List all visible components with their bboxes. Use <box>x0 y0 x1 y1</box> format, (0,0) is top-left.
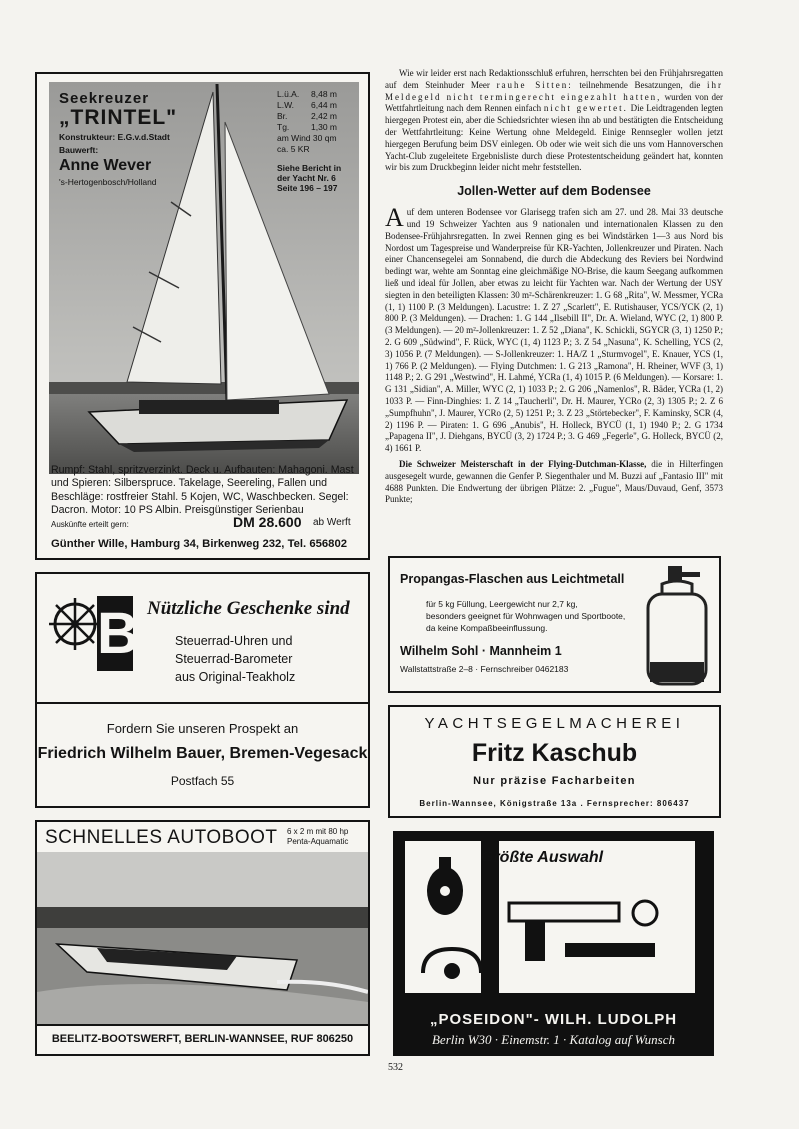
tagline: Nur präzise Facharbeiten <box>473 775 636 787</box>
gas-bottle-icon <box>640 564 714 693</box>
ad-details: für 5 kg Füllung, Leergewicht nur 2,7 kg, besonders geeignet für Wohnwagen und Sportboote, da keine Kompaßbeeinflussung. <box>426 599 626 633</box>
report-note: Seite 196 – 197 <box>277 183 338 193</box>
designer-text: Konstrukteur: E.G.v.d.Stadt <box>59 132 170 142</box>
address: Berlin W30 · Einemstr. 1 · Katalog auf Wunsch <box>431 1032 676 1047</box>
contact-line: Günther Wille, Hamburg 34, Birkenweg 232, Tel. 656802 <box>51 538 348 550</box>
drop-cap: A <box>385 203 404 233</box>
builder-label: Bauwerft: <box>59 145 99 155</box>
logo-letter: B <box>97 596 133 671</box>
address: Wallstattstraße 2–8 · Fernschreiber 0462183 <box>400 664 569 674</box>
company-name: „POSEIDON"- WILH. LUDOLPH <box>429 1011 678 1028</box>
slogan: Nützliche Geschenke sind <box>147 598 350 619</box>
article-column <box>385 68 723 506</box>
autoboot-ad <box>35 820 370 1056</box>
spec-row: Tg. 1,30 m <box>277 122 337 132</box>
postbox: Postfach 55 <box>170 774 235 788</box>
company-name: Friedrich Wilhelm Bauer, Bremen-Vegesack <box>37 745 368 762</box>
kaschub-ad <box>388 705 721 818</box>
article-heading: Jollen-Wetter auf dem Bodensee <box>457 184 651 199</box>
ships-wheel-icon <box>47 596 103 657</box>
trintel-ad <box>35 72 370 560</box>
bauer-ad <box>35 572 370 808</box>
engine-spec: 6 x 2 m mit 80 hp Penta-Aquamatic <box>287 827 349 846</box>
speedboat-photo <box>37 852 368 1024</box>
spec-row: ca. 5 KR <box>277 144 310 154</box>
article-final: Die Schweizer Meisterschaft in der Flying-Dutchman-Klasse, die in Hilterfingen ausgesegelt wurde, gewannen die Genfer P. Siegenthaler und M. Buzzi auf „Fantasio III" mit 4688 Punkten. Die Endwertung der übrigen Plätze: 2. „Fugue", Maus/Duvaud, Genf, 3573 Punkte; <box>385 458 723 505</box>
page-number: 532 <box>388 1062 403 1073</box>
divider <box>37 1024 368 1026</box>
report-note: der Yacht Nr. 6 <box>277 173 336 183</box>
cleat-icon <box>505 883 665 978</box>
boat-name: „TRINTEL" <box>59 106 178 129</box>
shackle-icon <box>417 943 487 988</box>
spec-row: am Wind 30 qm <box>277 133 337 143</box>
poseidon-ad <box>393 831 714 1056</box>
price-suffix: ab Werft <box>313 517 351 528</box>
propan-ad <box>388 556 721 693</box>
product-list: Steuerrad-Uhren und Steuerrad-Barometer aus Original-Teakholz <box>175 634 296 684</box>
article-intro: Wie wir leider erst nach Redaktionsschluß erfuhren, herrschten bei den Frühjahrsregatten auf dem Steinhuder Meer rauhe Sitten: teilnehmende Besatzungen, die ihr Meldegeld nicht termingerecht eingezahlt hatten, wurden von der Wettfahrtleitung nach dem Rennen einfach nicht gewertet. Die Leidtragenden legten hiergegen Protest ein, aber die Schiedsrichter wiesen ihn ab und bestätigten die Entscheidung der Wettfahrtleitung: Keine Wertung ohne Meldegeld. Einige Rennsegler wollen jetzt hiergegen Berufung beim DSV einlegen. Ob oder wie weit sich die uns vom Hannoverschen Yacht-Club zugeleitete Ergebnisliste durch diese Protestentscheidung geändert hat, konnten wir bis zum Druckbeginn leider nicht mehr feststellen. <box>385 68 724 173</box>
spec-row: L.W. 6,44 m <box>277 100 337 110</box>
ad-title: Propangas-Flaschen aus Leichtmetall <box>400 572 625 586</box>
company-name: Fritz Kaschub <box>471 739 638 767</box>
article-body: Auf dem unteren Bodensee vor Glarisegg trafen sich am 27. und 28. Mai 33 deutsche und 19 Schweizer Yachten aus 9 nationalen und internationalen Klassen zu den Bodensee-Frühjahrsregatten. In zwei Rennen ging es bei Windstärken 1—3 aus Nord bis Nordost um Tagespreise und Wanderpreise für KR-Yachten, Jollenkreuzer und Piraten. Nach einer Chancensegelei am Sonnabend, die durch die Abdeckung des Reviers bei Nordwind bedingt war, wehte am Sonntag eine gleichmäßige NO-Brise, die kaum Seegang aufkommen ließ und ideal für Jollen, aber etwas zu leicht für Yachten war. Nach der Wertung der USY siegten in den beteiligten Klassen: 30 m²-Schärenkreuzer: 1. G 68 „Rita", W. Messmer, YCRa (1, 1) 1100 P. (3 Meldungen). Lacustre: 1. Z 27 „Scarlett", E. Rutishauser, YCS/YCK (2, 1) 800 P. (3 Meldungen). — Drachen: 1. G 144 „Ilsebill II", Dr. A. Wieland, WYC (2, 1) 800 P. (3 Meldungen). — 20 m²-Jollenkreuzer: 1. Z 52 „Diana", K. Schickli, SGYCR (3, 1) 1250 P.; 2. G 609 „Südwind", F. Rück, WYC (1, 4) 1123 P.; 3. Z 54 „Nasuna", K. Schelling, YCS (2, 3) 1056 P. (7 Meldungen). — S-Jollenkreuzer: 1. HA/Z 1 „Sturmvogel", E. Knauer, YCS (1, 1) 766 P. (2 Meldungen). — Flying Dutchmen: 1. G 213 „Ramona", H. Rheiner, WVF (3, 1) 1148 P.; 2. G 291 „Westwind", H. Lahmé, YCRa (1, 4) 1015 P. (6 Meldungen). — Korsare: 1. G 131 „Sidian", A. Miller, WYC (2, 1) 1033 P.; 2. G 206 „Namenlos", R. Bäder, YCRa (1, 2) 1033 P. — Finn-Dinghies: 1. Z 14 „Taucherli", Dr. H. Maurer, YCRo (2, 3) 1305 P.; 2. Z 6 „Sumpfhuhn", J. Maurer, YCRo (2, 5) 1251 P.; 3. Z 23 „Störtebecker", F. Kaminsky, SCR (4, 2) 1196 P. — Piraten: 1. G 696 „Anubis", H. Holleck, BYCÜ (1, 1) 1940 P.; 2. G 1734 „Papagena II", J. Diehgans, BYCÜ (3, 2) 1724 P.; 3. G 469 „Fegerle", G. Holleck, BYCÜ (2, 4) 1661 P. <box>385 203 723 454</box>
address: Berlin-Wannsee, Königstraße 13a . Fernsprecher: 806437 <box>419 799 690 808</box>
company-name: Wilhelm Sohl · Mannheim 1 <box>400 644 562 658</box>
spec-row: Br. 2,42 m <box>277 111 337 121</box>
specs-list <box>277 89 341 193</box>
headline: Größte Auswahl <box>481 849 604 866</box>
cta-text: Fordern Sie unseren Prospekt an <box>106 721 299 736</box>
footer-text: BEELITZ-BOOTSWERFT, BERLIN-WANNSEE, RUF 806250 <box>51 1033 354 1045</box>
boat-description: Rumpf: Stahl, spritzverzinkt. Deck u. Aufbauten: Mahagoni. Mast und Spieren: Silberspruce. Takelage, Seereling, Fallen und Beschläge: rostfreier Stahl. 5 Kojen, WC, Waschbecken. Segel: Dacron. Motor: 10 PS Albin. Preisgünstiger Serienbau <box>51 464 354 516</box>
divider <box>37 702 368 704</box>
ad-title: SCHNELLES AUTOBOOT <box>45 827 278 848</box>
info-label: Auskünfte erteilt gern: <box>51 520 129 529</box>
trade-label: YACHTSEGELMACHEREI <box>424 715 685 732</box>
builder-location: 's-Hertogenbosch/Holland <box>59 177 157 187</box>
block-pulley-icon <box>415 853 475 928</box>
price: DM 28.600 <box>233 514 302 530</box>
builder-name: Anne Wever <box>59 157 152 174</box>
report-note: Siehe Bericht in <box>277 163 342 173</box>
ad-heading: Seekreuzer <box>59 90 150 107</box>
spec-row: L.ü.A. 8,48 m <box>277 89 337 99</box>
